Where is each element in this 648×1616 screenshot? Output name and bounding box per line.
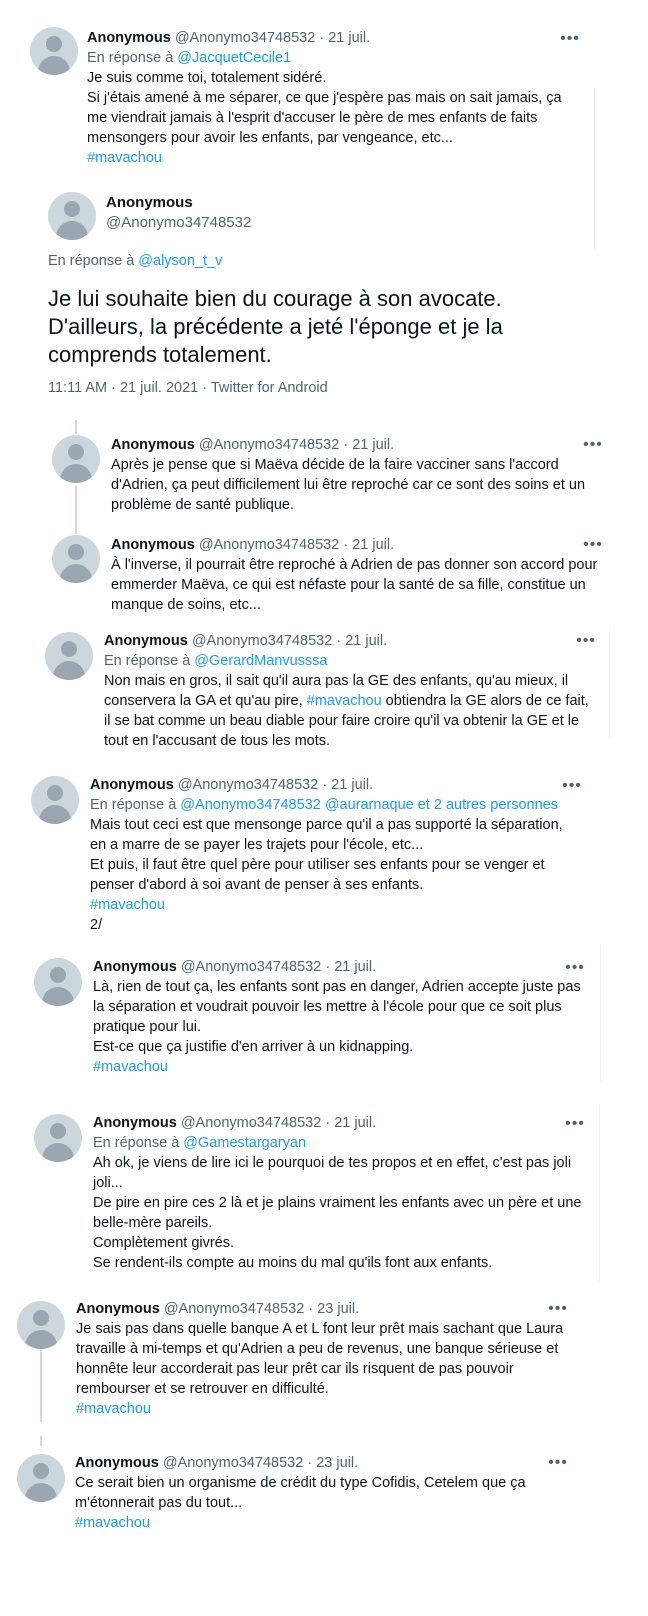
reply-prefix: En réponse à [87,50,174,66]
default-profile-avatar[interactable] [17,1301,65,1349]
tweet[interactable] [0,770,648,940]
separator: · [336,633,342,649]
tweet-meta[interactable]: 11:11 AM · 21 juil. 2021 · Twitter for Android [48,380,328,396]
separator: · [325,959,331,975]
author-name[interactable]: Anonymous [76,1301,160,1317]
tweet-date[interactable]: 21 juil. [334,959,377,975]
reply-prefix: En réponse à [48,253,135,269]
author-handle[interactable]: @Anonymo34748532 [177,777,319,793]
more-horizontal-icon[interactable]: ••• [548,1454,568,1471]
more-horizontal-icon[interactable]: ••• [583,536,603,553]
more-horizontal-icon[interactable]: ••• [562,777,582,794]
tweet-date[interactable]: 21 juil. [352,537,395,553]
more-horizontal-icon[interactable]: ••• [583,436,603,453]
reply-to-link[interactable]: @GerardManvusssa [194,653,328,669]
tweet-text: À l'inverse, il pourrait être reproché à Adrien de pas donner son accord pour emmerder Maëva, ce qui est néfaste pour la santé de sa fille, constitue un manque de soins, etc... [111,557,598,613]
reply-to-link[interactable]: @JacquetCecile1 [177,50,292,66]
hashtag-link[interactable]: #mavachou [76,1401,151,1417]
thread-counter: 2/ [90,917,103,933]
author-handle[interactable]: @Anonymo34748532 [180,1115,322,1131]
default-profile-avatar[interactable] [52,435,100,483]
separator: · [343,437,349,453]
tweet-text: Après je pense que si Maëva décide de la faire vacciner sans l'accord d'Adrien, ça peut difficilement lui être reproché car ce sont des soins et un problème de santé publique. [111,457,586,513]
separator: · [319,30,325,46]
main-tweet [0,180,648,410]
author-handle[interactable]: @Anonymo34748532 [162,1455,304,1471]
reply-prefix: En réponse à [104,653,191,669]
separator: · [325,1115,331,1131]
hashtag-link[interactable]: #mavachou [87,150,162,166]
default-profile-avatar[interactable] [52,535,100,583]
author-handle[interactable]: @Anonymo34748532 [180,959,322,975]
separator: · [308,1301,314,1317]
separator: · [307,1455,313,1471]
hashtag-link[interactable]: #mavachou [90,897,165,913]
tweet-text: Mais tout ceci est que mensonge parce qu'il a pas supporté la séparation, en a marre de se payer les trajets pour l'école, etc... Et puis, il faut être quel père pour utiliser ses enfants pour se venger et penser d'abord à soi avant de penser à ses enfants. #mavachou 2/ [90,817,563,933]
reply-to-link[interactable]: @Gamestargaryan [183,1135,307,1151]
tweet-text: Non mais en gros, il sait qu'il aura pas la GE des enfants, qu'au mieux, il conservera la GA et qu'au pire, #mavachou obtiendra la GE alors de ce fait, il se bat comme un beau diable pour faire croire qu'il va obtenir la GE et le tout en l'accusant de tous les mots. [104,673,589,749]
tweet[interactable] [0,1451,648,1551]
author-handle[interactable]: @Anonymo34748532 [174,30,316,46]
tweet-date[interactable]: 21 juil. [328,30,371,46]
default-profile-avatar[interactable] [48,192,96,240]
hashtag-link[interactable]: #mavachou [306,693,382,709]
tweet[interactable] [0,1108,648,1283]
author-handle[interactable]: @Anonymo34748532 [191,633,333,649]
hashtag-link[interactable]: #mavachou [75,1515,150,1531]
separator: · [322,777,328,793]
author-handle[interactable]: @Anonymo34748532 [106,214,252,231]
tweet-text: Je sais pas dans quelle banque A et L font leur prêt mais sachant que Laura travaille à mi-temps et qu'Adrien a peu de revenus, une banque sérieuse et honnête leur accorderait pas leur prêt car ils risquent de pas pouvoir rembourser et se retrouver en difficulté. #mavachou [76,1321,564,1417]
default-profile-avatar[interactable] [30,27,78,75]
author-name[interactable]: Anonymous [93,959,177,975]
tweet[interactable] [0,1296,648,1431]
tweet[interactable] [0,430,648,525]
tweet-date[interactable]: 21 juil. [345,633,388,649]
author-name[interactable]: Anonymous [93,1115,177,1131]
author-name[interactable]: Anonymous [90,777,174,793]
more-horizontal-icon[interactable]: ••• [565,1115,585,1132]
author-name[interactable]: Anonymous [87,30,171,46]
more-horizontal-icon[interactable]: ••• [548,1300,568,1317]
tweet-text: Ce serait bien un organisme de crédit du type Cofidis, Cetelem que ça m'étonnerait pas du tout... #mavachou [75,1475,526,1531]
reply-prefix: En réponse à [93,1135,180,1151]
tweet[interactable] [0,952,648,1082]
author-handle[interactable]: @Anonymo34748532 [163,1301,305,1317]
reply-to-link[interactable]: @Anonymo34748532 @aurarnaque et 2 autres personnes [180,797,558,813]
tweet-date[interactable]: 21 juil. [331,777,374,793]
more-horizontal-icon[interactable]: ••• [576,632,596,649]
tweet-text: Ah ok, je viens de lire ici le pourquoi de tes propos et en effet, c'est pas joli joli... De pire en pire ces 2 là et je plains vraiment les enfants avec un père et une belle-mère pareils. Complètement givrés. Se rendent-ils compte au moins du mal qu'ils font aux enfants. [93,1155,582,1271]
tweet-date[interactable]: 23 juil. [317,1301,360,1317]
author-handle[interactable]: @Anonymo34748532 [198,437,340,453]
main-tweet-text: Je lui souhaite bien du courage à son avocate. D'ailleurs, la précédente a jeté l'éponge et je la comprends totalement. [48,286,503,367]
tweet-line-with-hashtag: conservera la GA et qu'au pire, #mavachou obtiendra la GE alors de ce fait, [104,693,589,709]
default-profile-avatar[interactable] [45,632,93,680]
tweet[interactable] [0,0,648,180]
author-name[interactable]: Anonymous [75,1455,159,1471]
separator: · [343,537,349,553]
thread-line [40,1436,42,1446]
tweet-date[interactable]: 23 juil. [316,1455,359,1471]
tweet[interactable] [0,626,648,761]
default-profile-avatar[interactable] [17,1454,65,1502]
more-horizontal-icon[interactable]: ••• [560,30,580,47]
author-name[interactable]: Anonymous [104,633,188,649]
tweet-date[interactable]: 21 juil. [334,1115,377,1131]
default-profile-avatar[interactable] [34,1114,82,1162]
more-horizontal-icon[interactable]: ••• [565,959,585,976]
author-name[interactable]: Anonymous [111,437,195,453]
hashtag-link[interactable]: #mavachou [93,1059,168,1075]
author-handle[interactable]: @Anonymo34748532 [198,537,340,553]
default-profile-avatar[interactable] [31,776,79,824]
author-name[interactable]: Anonymous [111,537,195,553]
tweet[interactable] [0,530,648,625]
tweet-text: Là, rien de tout ça, les enfants sont pas en danger, Adrien accepte juste pas la séparation et voudrait pouvoir les mettre à l'école pour que ce soit plus pratique pour lui. Est-ce que ça justifie d'en arriver à un kidnapping. #mavachou [93,979,581,1075]
default-profile-avatar[interactable] [34,958,82,1006]
reply-prefix: En réponse à [90,797,177,813]
author-name[interactable]: Anonymous [106,194,193,211]
tweet-text: Je suis comme toi, totalement sidéré. Si j'étais amené à me séparer, ce que j'espère pas mais on sait jamais, ça me viendrait jamais à l'esprit d'accuser le père de mes enfants de faits mensongers pour avoir les enfants, par vengeance, etc... #mavachou [87,70,562,166]
tweet-date[interactable]: 21 juil. [352,437,395,453]
reply-to-link[interactable]: @alyson_t_v [138,253,223,269]
